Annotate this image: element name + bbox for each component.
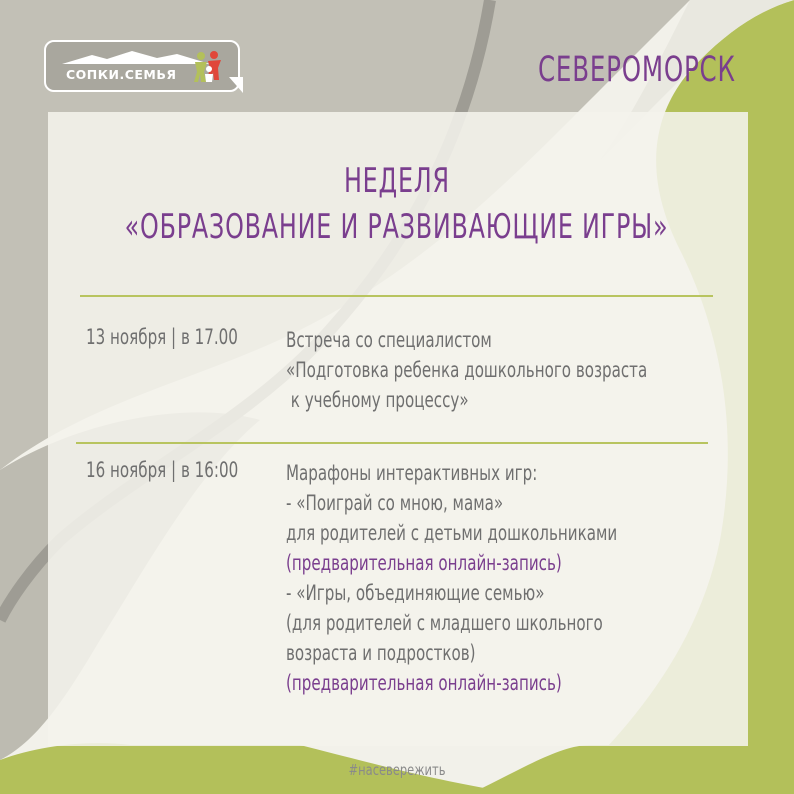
hashtag: #насевережить xyxy=(348,761,446,779)
divider xyxy=(80,295,713,297)
family-people-icon xyxy=(192,50,224,84)
event-line: Встреча со специалистом xyxy=(286,328,492,352)
event-line: Марафоны интерактивных игр: xyxy=(286,461,538,485)
event-line: для родителей с детьми дошкольниками xyxy=(286,521,618,545)
event-line: (для родителей с младшего школьного xyxy=(286,611,603,635)
logo-speech-tail xyxy=(229,77,243,93)
city-name: СЕВЕРОМОРСК xyxy=(538,50,736,90)
event-description xyxy=(286,325,647,415)
divider xyxy=(76,442,708,444)
logo-text: СОПКИ.СЕМЬЯ xyxy=(66,67,177,82)
event-line: - «Поиграй со мною, мама» xyxy=(286,491,504,515)
event-description xyxy=(286,458,617,698)
logo xyxy=(44,40,254,96)
event-line: «Подготовка ребенка дошкольного возраста xyxy=(286,358,648,382)
registration-note: (предварительная онлайн-запись) xyxy=(286,671,562,695)
registration-note: (предварительная онлайн-запись) xyxy=(286,551,562,575)
event-date: 13 ноября | в 17.00 xyxy=(86,325,238,349)
event-line: возраста и подростков) xyxy=(286,641,476,665)
event-line: к учебному процессу» xyxy=(286,388,469,412)
event-line: - «Игры, объединяющие семью» xyxy=(286,581,545,605)
mountains-icon xyxy=(62,49,210,65)
event-title-line1: НЕДЕЛЯ xyxy=(344,161,450,201)
event-title-line2: «ОБРАЗОВАНИЕ И РАЗВИВАЮЩИЕ ИГРЫ» xyxy=(125,207,669,247)
event-date: 16 ноября | в 16:00 xyxy=(86,458,239,482)
